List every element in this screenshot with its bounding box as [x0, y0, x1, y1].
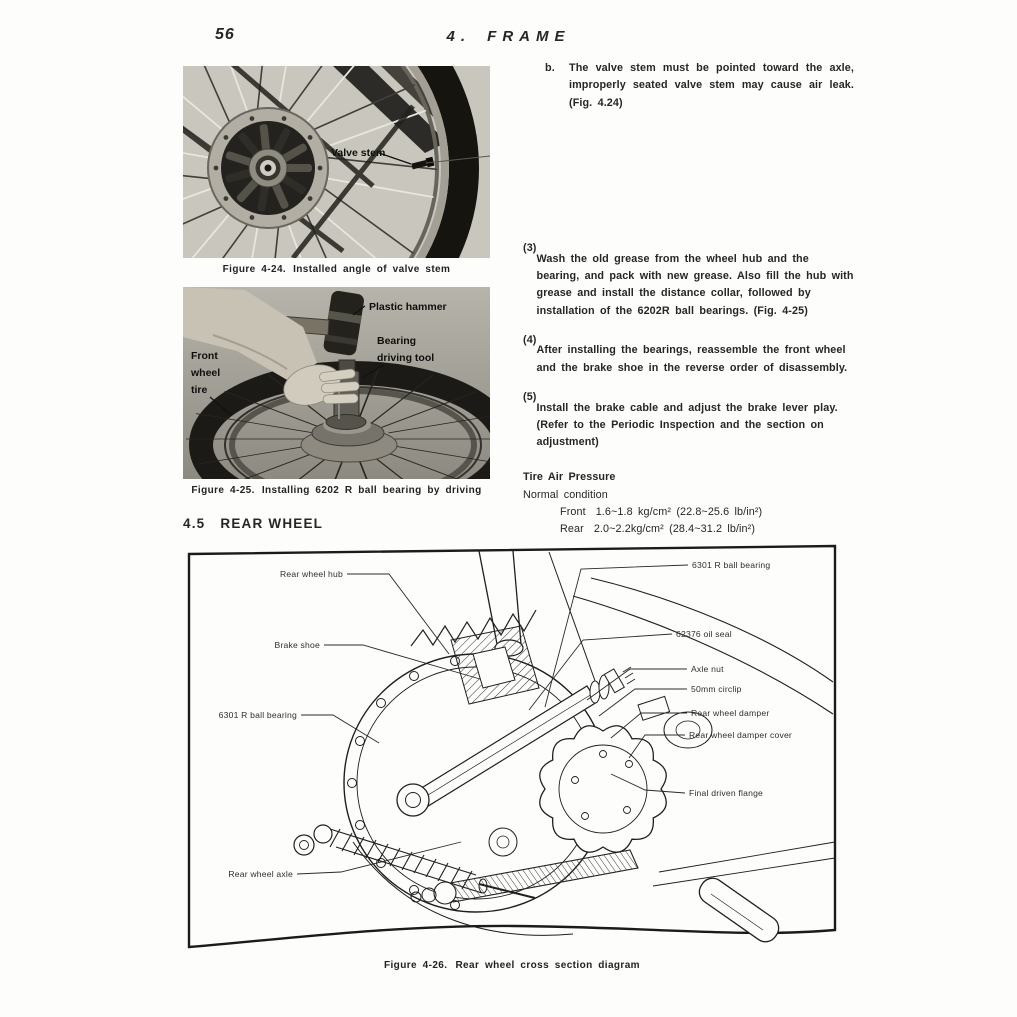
figure-4-26-diagram	[183, 542, 841, 955]
section-heading	[183, 516, 323, 531]
bearing-tool-label-line1: Bearing	[377, 335, 417, 347]
figure-4-25-caption-text: Installing 6202 R ball bearing by driving	[261, 485, 482, 496]
step-5-note: (Refer to the Periodic Inspection and the section on adjustment)	[536, 418, 824, 449]
left-column	[183, 66, 490, 496]
label-rear-wheel-damper: Rear wheel damper	[691, 708, 770, 718]
step-4	[523, 332, 854, 388]
step-5	[523, 389, 854, 462]
label-rear-wheel-axle: Rear wheel axle	[228, 869, 293, 879]
item-b-figref: (Fig. 4.24)	[569, 96, 623, 109]
steps-list	[523, 240, 854, 462]
label-rear-wheel-hub: Rear wheel hub	[280, 569, 343, 579]
valve-stem-label: Valve stem	[331, 147, 386, 159]
tire-pressure-rear-value: 2.0~2.2kg/cm² (28.4~31.2 lb/in²)	[593, 523, 756, 536]
item-b-marker: b.	[545, 62, 555, 74]
step-3-text: Wash the old grease from the wheel hub and the bearing, and pack with new grease. Also fill the hub with grease and install the distance collar, followed by installation of the 6202R ball bearings.	[536, 252, 854, 317]
step-4-text: After installing the bearings, reassemble the front wheel and the brake shoe in the reverse order of disassembly.	[536, 344, 848, 374]
figure-4-25-caption-label: Figure 4-25.	[191, 485, 255, 496]
label-axle-nut: Axle nut	[691, 664, 724, 674]
tire-pressure-front-value: 1.6~1.8 kg/cm² (22.8~25.6 lb/in²)	[595, 505, 763, 518]
figure-4-24-caption-label: Figure 4-24.	[222, 264, 287, 275]
front-wheel-tire-label-line2: wheel	[191, 367, 221, 379]
section-number: 4.5	[183, 516, 206, 531]
tire-pressure-condition: Normal condition	[523, 488, 608, 501]
front-wheel-tire-label-line3: tire	[191, 384, 208, 396]
tire-pressure-front-row	[523, 504, 854, 521]
figure-4-26-caption	[183, 960, 841, 971]
item-b-text: The valve stem must be pointed toward the axle, improperly seated valve stem may cause air leak.	[569, 62, 854, 92]
instruction-item-b	[523, 60, 854, 112]
figure-4-24-photo	[183, 66, 490, 258]
page-number: 56	[215, 26, 235, 43]
label-final-driven-flange: Final driven flange	[689, 788, 764, 798]
figure-4-24-caption	[183, 264, 490, 275]
figure-4-24-caption-text: Installed angle of valve stem	[293, 264, 451, 275]
rear-wheel-cross-section-drawing	[183, 542, 841, 955]
step-4-marker: (4)	[523, 333, 537, 346]
label-oil-seal: 62376 oil seal	[676, 629, 732, 639]
step-3-marker: (3)	[523, 241, 537, 254]
label-ball-bearing-right: 6301 R ball bearing	[692, 560, 771, 570]
bearing-tool-label-line2: driving tool	[377, 352, 435, 364]
label-ball-bearing-left: 6301 R ball bearing	[218, 710, 297, 720]
step-5-text: Install the brake cable and adjust the brake lever play.	[536, 401, 838, 414]
label-rear-wheel-damper-cover: Rear wheel damper cover	[689, 730, 792, 740]
plastic-hammer-label: Plastic hammer	[369, 301, 447, 313]
chapter-title: 4. FRAME	[446, 28, 571, 45]
front-wheel-tire-label-line1: Front	[191, 350, 218, 362]
label-circlip: 50mm circlip	[691, 684, 742, 694]
tire-pressure-rear-row	[523, 521, 854, 538]
tire-pressure-front-label: Front	[560, 505, 586, 518]
figure-4-26-caption-text: Rear wheel cross section diagram	[455, 960, 640, 971]
figure-4-25-caption	[183, 485, 490, 496]
label-brake-shoe: Brake shoe	[274, 640, 320, 650]
tire-air-pressure-block	[523, 469, 854, 538]
step-5-marker: (5)	[523, 390, 537, 403]
tire-pressure-title: Tire Air Pressure	[523, 471, 616, 484]
tire-pressure-rear-label: Rear	[560, 523, 584, 536]
figure-4-25-photo	[183, 287, 490, 479]
step-3	[523, 240, 854, 331]
figure-4-26-caption-label: Figure 4-26.	[384, 960, 448, 971]
right-column	[523, 60, 854, 539]
step-3-figref: (Fig. 4-25)	[753, 304, 808, 317]
section-title: REAR WHEEL	[220, 516, 324, 531]
